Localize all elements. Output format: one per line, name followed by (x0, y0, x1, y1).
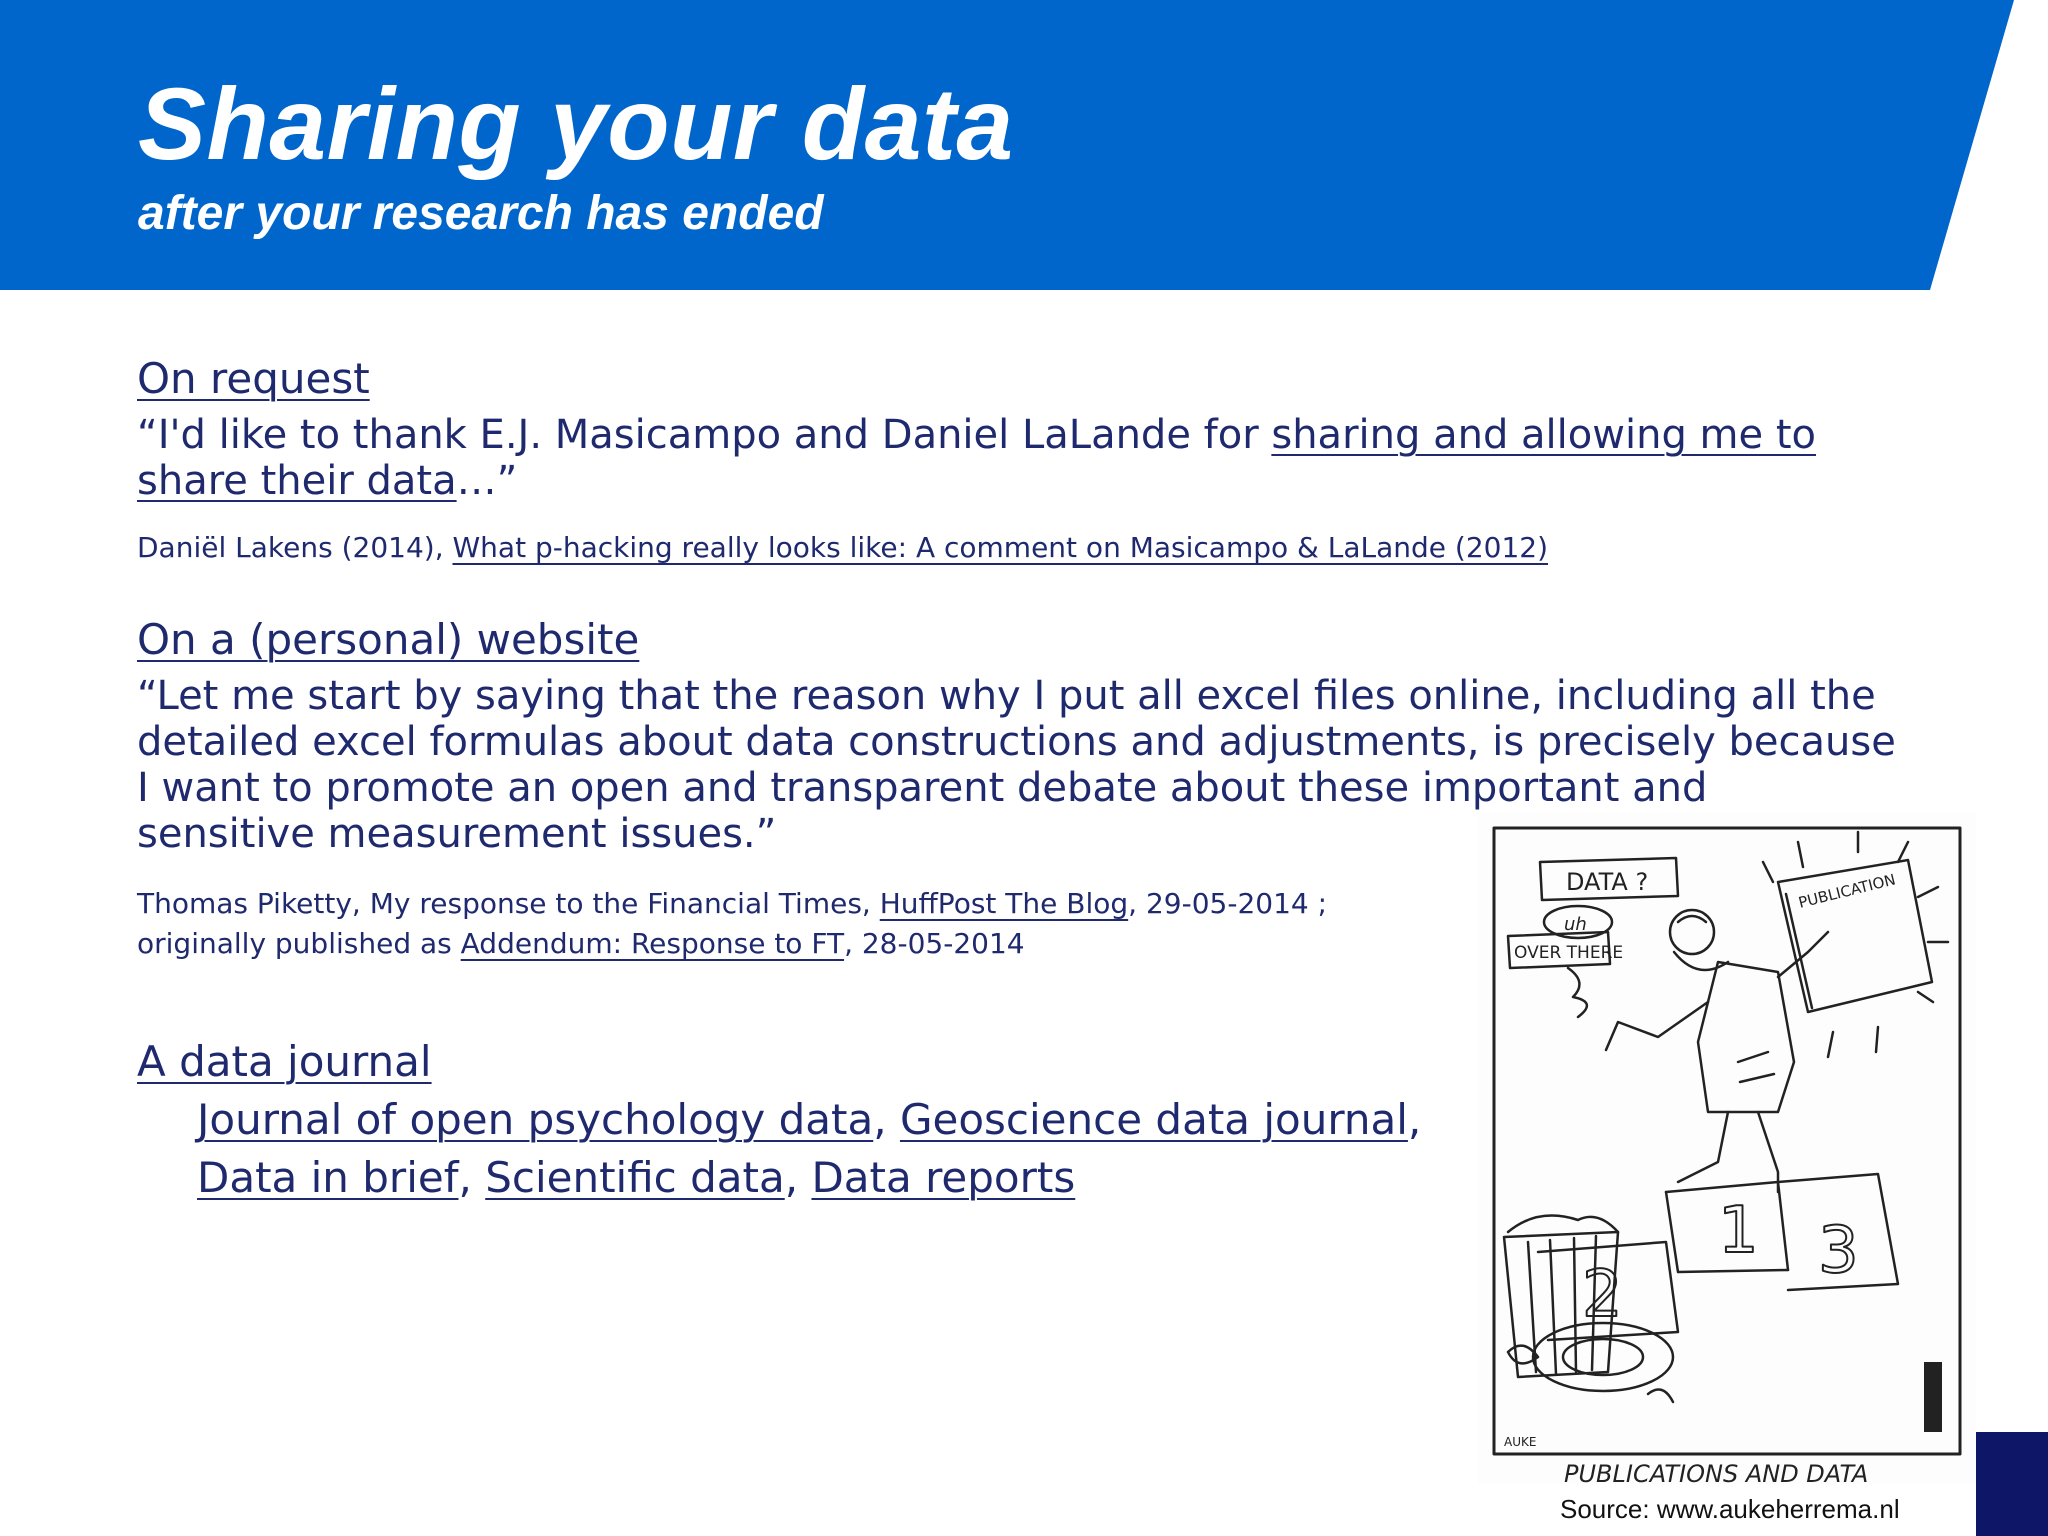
data-reports-link[interactable]: Data reports (811, 1153, 1076, 1202)
publications-and-data-cartoon (1478, 812, 1976, 1484)
book-label: PUBLICATION (1796, 870, 1898, 912)
citation-author: Thomas Piketty, My response to the Financial Times, (137, 887, 880, 920)
corner-decoration (1976, 1432, 2048, 1536)
artist-signature: AUKE (1504, 1435, 1537, 1449)
citation-date: , 28-05-2014 (844, 927, 1025, 960)
sign-text-data: DATA ? (1566, 868, 1649, 896)
podium-number-2: 2 (1582, 1258, 1623, 1332)
citation-date: , 29-05-2014 ; (1128, 887, 1328, 920)
personal-website-link[interactable]: On a (personal) website (137, 615, 640, 664)
cartoon-drawing (1478, 812, 1976, 1484)
podium-number-1: 1 (1718, 1194, 1759, 1268)
huffpost-blog-link[interactable]: HuffPost The Blog (879, 887, 1129, 920)
piketty-citation (137, 884, 1327, 964)
lakens-citation (137, 528, 1548, 568)
lakens-quote (137, 412, 1897, 504)
data-in-brief-link[interactable]: Data in brief (197, 1153, 459, 1202)
piketty-quote: “Let me start by saying that the reason why I put all excel files online, including all the detailed excel formulas about data constructions and adjustments, is precisely because I want to promote an open and transparent debate about these important and sensitive measurement issues.” (137, 673, 1896, 857)
slide-title: Sharing your data (138, 67, 1014, 181)
sign-text-uh: uh (1564, 914, 1587, 935)
p-hacking-article-link[interactable]: What p-hacking really looks like: A comment on Masicampo & LaLande (2012) (452, 531, 1549, 564)
citation-origin: originally published as (137, 927, 461, 960)
sharing-data-link[interactable]: sharing and allowing me to share their data (137, 412, 1816, 504)
separator: , (458, 1153, 486, 1202)
cartoon-source: Source: www.aukeherrema.nl (1560, 1494, 1900, 1524)
slide-header (0, 0, 2048, 290)
addendum-link[interactable]: Addendum: Response to FT (460, 927, 845, 960)
separator: , (1407, 1095, 1422, 1144)
quote-text: “I'd like to thank E.J. Masicampo and Daniel LaLande for (137, 412, 1272, 458)
separator: , (873, 1095, 900, 1144)
on-request-link[interactable]: On request (137, 354, 370, 403)
journal-open-psychology-data-link[interactable]: Journal of open psychology data (197, 1095, 874, 1144)
journal-list-line-2 (197, 1153, 1075, 1202)
data-journal-link[interactable]: A data journal (137, 1037, 432, 1086)
journal-list-line-1 (197, 1095, 1421, 1144)
scientific-data-link[interactable]: Scientific data (485, 1153, 785, 1202)
citation-author: Daniël Lakens (2014), (137, 531, 453, 564)
separator: , (784, 1153, 812, 1202)
quote-close: …” (456, 458, 518, 504)
sign-text-over-there: OVER THERE (1514, 943, 1624, 963)
cartoon-caption: PUBLICATIONS AND DATA (1564, 1460, 1869, 1484)
slide-subtitle: after your research has ended (138, 187, 824, 240)
podium-number-3: 3 (1818, 1214, 1859, 1288)
geoscience-data-journal-link[interactable]: Geoscience data journal (899, 1095, 1408, 1144)
